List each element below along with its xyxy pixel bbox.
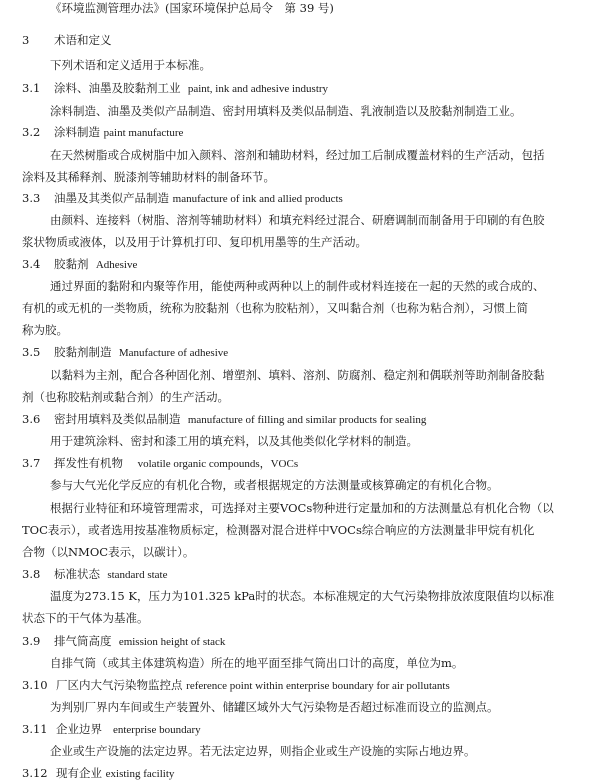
definition-text: 以黏料为主剂，配合各种固化剂、增塑剂、填料、溶剂、防腐剂、稳定剂和偶联剂等助剂制备胶黏 xyxy=(50,368,545,382)
definition-text: 企业或生产设施的法定边界。若无法定边界，则指企业或生产设施的实际占地边界。 xyxy=(50,744,476,758)
definition-text: 涂料及其稀释剂、脱漆剂等辅助材料的制备环节。 xyxy=(22,170,275,184)
term-heading xyxy=(22,721,201,737)
term-en: Manufacture of adhesive xyxy=(118,347,229,359)
term-en: reference point within enterprise boundary for air pollutants xyxy=(186,680,450,692)
definition-text: 用于建筑涂料、密封和漆工用的填充料，以及其他类似化学材料的制造。 xyxy=(50,434,418,448)
term-zh: 涂料制造 xyxy=(54,125,100,139)
term-number: 3.9 xyxy=(22,634,41,648)
term-zh: 标准状态 xyxy=(54,567,100,581)
definition-text: 根据行业特征和环境管理需求，可选择对主要VOCs物种进行定量加和的方法测量总有机化合物（以 xyxy=(50,501,554,515)
term-heading xyxy=(22,80,328,96)
term-heading xyxy=(22,411,426,427)
term-en: paint, ink and adhesive industry xyxy=(187,83,329,95)
term-number: 3.7 xyxy=(22,456,41,470)
term-zh: 排气筒高度 xyxy=(54,634,112,648)
section-number: 3 xyxy=(22,33,30,47)
term-heading xyxy=(22,344,228,360)
term-number: 3.11 xyxy=(22,722,48,736)
term-en: manufacture of ink and allied products xyxy=(172,193,343,205)
definition-text: 为判别厂界内车间或生产装置外、储罐区域外大气污染物是否超过标准而设立的监测点。 xyxy=(50,700,499,714)
definition-text: 温度为273.15 K，压力为101.325 kPa时的状态。本标准规定的大气污染物排放浓度限值均以标准 xyxy=(50,589,555,603)
term-heading xyxy=(22,566,168,582)
term-zh: 胶黏剂 xyxy=(54,257,89,271)
term-number: 3.5 xyxy=(22,345,41,359)
term-en: paint manufacture xyxy=(103,127,184,139)
term-heading xyxy=(22,677,450,693)
term-zh: 涂料、油墨及胶黏剂工业 xyxy=(54,81,181,95)
term-zh: 现有企业 xyxy=(56,766,102,780)
term-heading xyxy=(22,765,174,781)
term-number: 3.6 xyxy=(22,412,41,426)
definition-text: TOC表示），或者选用按基准物质标定，检测器对混合进样中VOCs综合响应的方法测量非甲烷有机化 xyxy=(22,523,535,537)
definition-text: 自排气筒（或其主体建筑构造）所在的地平面至排气筒出口计的高度，单位为m。 xyxy=(50,656,464,670)
term-zh: 胶黏剂制造 xyxy=(54,345,112,359)
term-en: enterprise boundary xyxy=(112,724,201,736)
term-heading xyxy=(22,256,137,272)
definition-text: 参与大气光化学反应的有机化合物，或者根据规定的方法测量或核算确定的有机化合物。 xyxy=(50,478,499,492)
definition-text: 剂（也称胶粘剂或黏合剂）的生产活动。 xyxy=(22,390,229,404)
term-en: Adhesive xyxy=(95,259,138,271)
term-en: volatile organic compounds，VOCs xyxy=(137,458,299,470)
term-number: 3.10 xyxy=(22,678,48,692)
term-zh: 企业边界 xyxy=(56,722,102,736)
definition-text: 浆状物质或液体，以及用于计算机打印、复印机用墨等的生产活动。 xyxy=(22,235,367,249)
term-en: existing facility xyxy=(105,768,175,780)
definition-text: 由颜料、连接料（树脂、溶剂等辅助材料）和填充料经过混合、研磨调制而制备用于印刷的有色胶 xyxy=(50,213,545,227)
term-number: 3.3 xyxy=(22,191,41,205)
term-zh: 密封用填料及类似品制造 xyxy=(54,412,181,426)
term-zh: 油墨及其类似产品制造 xyxy=(54,191,169,205)
definition-text: 涂料制造、油墨及类似产品制造、密封用填料及类似品制造、乳液制造以及胶黏剂制造工业。 xyxy=(50,104,522,118)
term-heading xyxy=(22,190,343,206)
term-heading xyxy=(22,124,183,140)
term-zh: 挥发性有机物 xyxy=(54,456,123,470)
definition-text: 在天然树脂或合成树脂中加入颜料、溶剂和辅助材料，经过加工后制成覆盖材料的生产活动，包括 xyxy=(50,148,545,162)
reference-line: 《环境监测管理办法》(国家环境保护总局令 第 39 号) xyxy=(50,1,334,15)
definition-text: 合物（以NMOC表示，以碳计）。 xyxy=(22,545,195,559)
definition-text: 状态下的干气体为基准。 xyxy=(22,611,149,625)
intro-paragraph: 下列术语和定义适用于本标准。 xyxy=(50,58,211,72)
term-number: 3.1 xyxy=(22,81,41,95)
term-en: emission height of stack xyxy=(118,636,226,648)
definition-text: 通过界面的黏附和内聚等作用，能使两种或两种以上的制件或材料连接在一起的天然的或合成的、 xyxy=(50,279,545,293)
term-zh: 厂区内大气污染物监控点 xyxy=(56,678,183,692)
definition-text: 称为胶。 xyxy=(22,323,68,337)
term-number: 3.8 xyxy=(22,567,41,581)
term-heading xyxy=(22,455,298,471)
definition-text: 有机的或无机的一类物质，统称为胶黏剂（也称为胶粘剂），又叫黏合剂（也称为粘合剂），习惯上简 xyxy=(22,301,528,315)
term-en: standard state xyxy=(107,569,168,581)
term-heading xyxy=(22,633,225,649)
term-number: 3.2 xyxy=(22,125,41,139)
term-number: 3.12 xyxy=(22,766,48,780)
term-number: 3.4 xyxy=(22,257,41,271)
section-title: 术语和定义 xyxy=(54,33,112,47)
section-heading xyxy=(22,32,112,48)
term-en: manufacture of filling and similar products for sealing xyxy=(187,414,427,426)
